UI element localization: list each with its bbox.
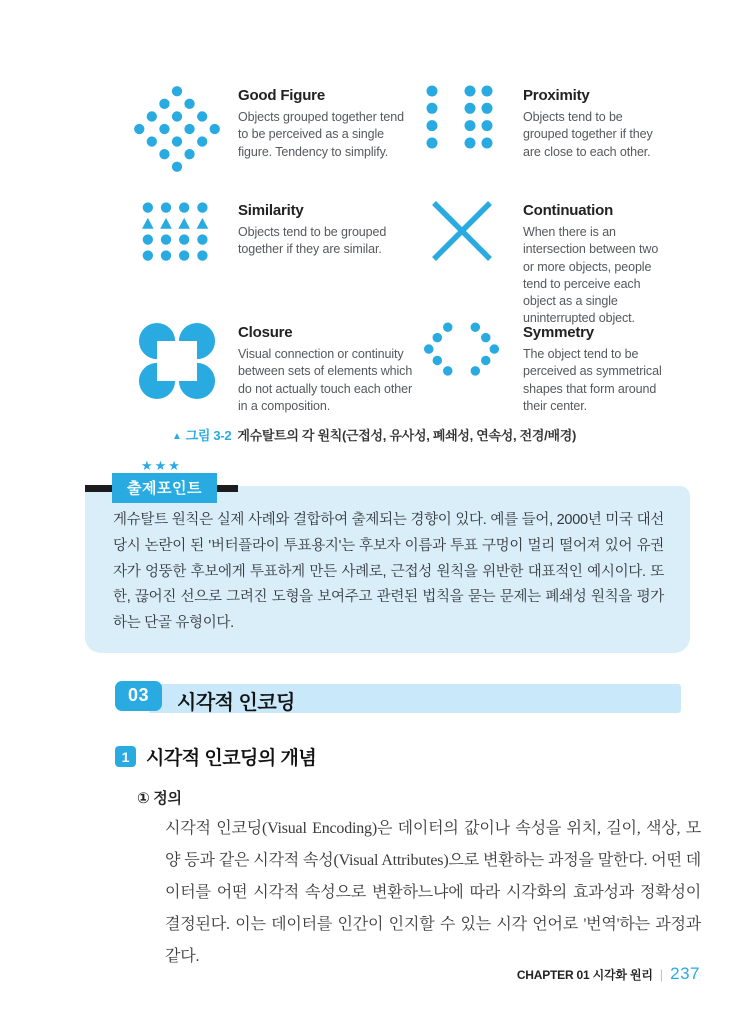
subsection-title: 시각적 인코딩의 개념 <box>146 748 317 769</box>
principle-title: Closure <box>238 324 293 341</box>
section-number-badge: 03 <box>115 681 162 711</box>
figure-caption-text: 게슈탈트의 각 원칙(근접성, 유사성, 폐쇄성, 연속성, 전경/배경) <box>237 428 576 443</box>
principle-closure <box>130 322 415 434</box>
exam-point-label: 출제포인트 <box>112 473 217 503</box>
principle-title: Continuation <box>523 202 614 219</box>
principle-good-figure <box>130 85 415 200</box>
principle-description: Objects tend to be grouped together if they are close to each other. <box>523 110 653 159</box>
definition-body: 시각적 인코딩(Visual Encoding)은 데이터의 값이나 속성을 위치, 길이, 색상, 모양 등과 같은 시각적 속성(Visual Attributes)으로 변환하는 과정을 말한다. 어떤 데이터를 어떤 시각적 속성으로 변환하느냐에 따라 시각화의 효과성과 정확성이 결정된다. 이는 데이터를 인간이 인지할 수 있는 시각 언어로 '번역'하는 과정과 같다. <box>165 820 701 965</box>
exam-point <box>85 460 690 653</box>
footer-separator: | <box>659 967 664 982</box>
good-figure-diagram-icon <box>130 85 224 173</box>
principle-title: Proximity <box>523 87 590 104</box>
gestalt-figure <box>130 85 670 434</box>
section-title: 시각적 인코딩 <box>177 692 295 714</box>
principle-symmetry <box>415 322 665 434</box>
header-bar-right <box>217 485 238 492</box>
proximity-diagram-icon <box>415 85 509 149</box>
figure-caption-label: 그림 3-2 <box>185 428 232 443</box>
principle-description: Objects tend to be grouped together if they are similar. <box>238 225 387 257</box>
principle-proximity <box>415 85 665 200</box>
exam-point-body: 게슈탈트 원칙은 실제 사례와 결합하여 출제되는 경향이 있다. 예를 들어, 2000년 미국 대선 당시 논란이 된 '버터플라이 투표용지'는 후보자 이름과 투표 구멍이 멀리 떨어져 있어 유권자가 엉뚱한 후보에게 투표하게 만든 사례로, 근접성 원칙을 위반한 대표적인 예시이다. 또한, 끊어진 선으로 그려진 도형을 보여주고 관련된 법칙을 묻는 문제는 폐쇄성 원칙을 평가하는 단골 유형이다. <box>113 512 664 632</box>
principle-similarity <box>130 200 415 322</box>
principle-title: Similarity <box>238 202 304 219</box>
exam-point-box <box>85 486 690 653</box>
principle-description: Visual connection or continuity between sets of elements which do not actually touch each other in a composition. <box>238 347 413 413</box>
exam-point-stars-icon: ★★★ <box>141 458 182 473</box>
footer-page-number: 237 <box>670 964 700 983</box>
subsection-number-badge: 1 <box>115 746 136 767</box>
principle-title: Good Figure <box>238 87 325 104</box>
definition-heading: ① 정의 <box>137 790 182 807</box>
principle-title: Symmetry <box>523 324 594 341</box>
subsection-header <box>115 743 316 770</box>
principle-description: The object tend to be perceived as symmetrical shapes that form around their center. <box>523 347 662 413</box>
principle-description: When there is an intersection between two or more objects, people tend to perceive each object as a single uninterrupted object. <box>523 225 659 326</box>
exam-point-header <box>85 473 238 503</box>
section-header <box>115 681 681 715</box>
header-bar-left <box>85 485 112 492</box>
similarity-diagram-icon <box>130 200 224 264</box>
symmetry-diagram-icon <box>415 322 509 378</box>
closure-diagram-icon <box>130 322 224 400</box>
page-footer <box>517 964 700 984</box>
footer-chapter: CHAPTER 01 시각화 원리 <box>516 968 653 982</box>
continuation-diagram-icon <box>415 200 509 262</box>
principle-description: Objects grouped together tend to be perceived as a single figure. Tendency to simplify. <box>238 110 404 159</box>
figure-caption <box>0 425 748 444</box>
caption-triangle-icon: ▲ <box>171 431 182 442</box>
principle-continuation <box>415 200 665 326</box>
